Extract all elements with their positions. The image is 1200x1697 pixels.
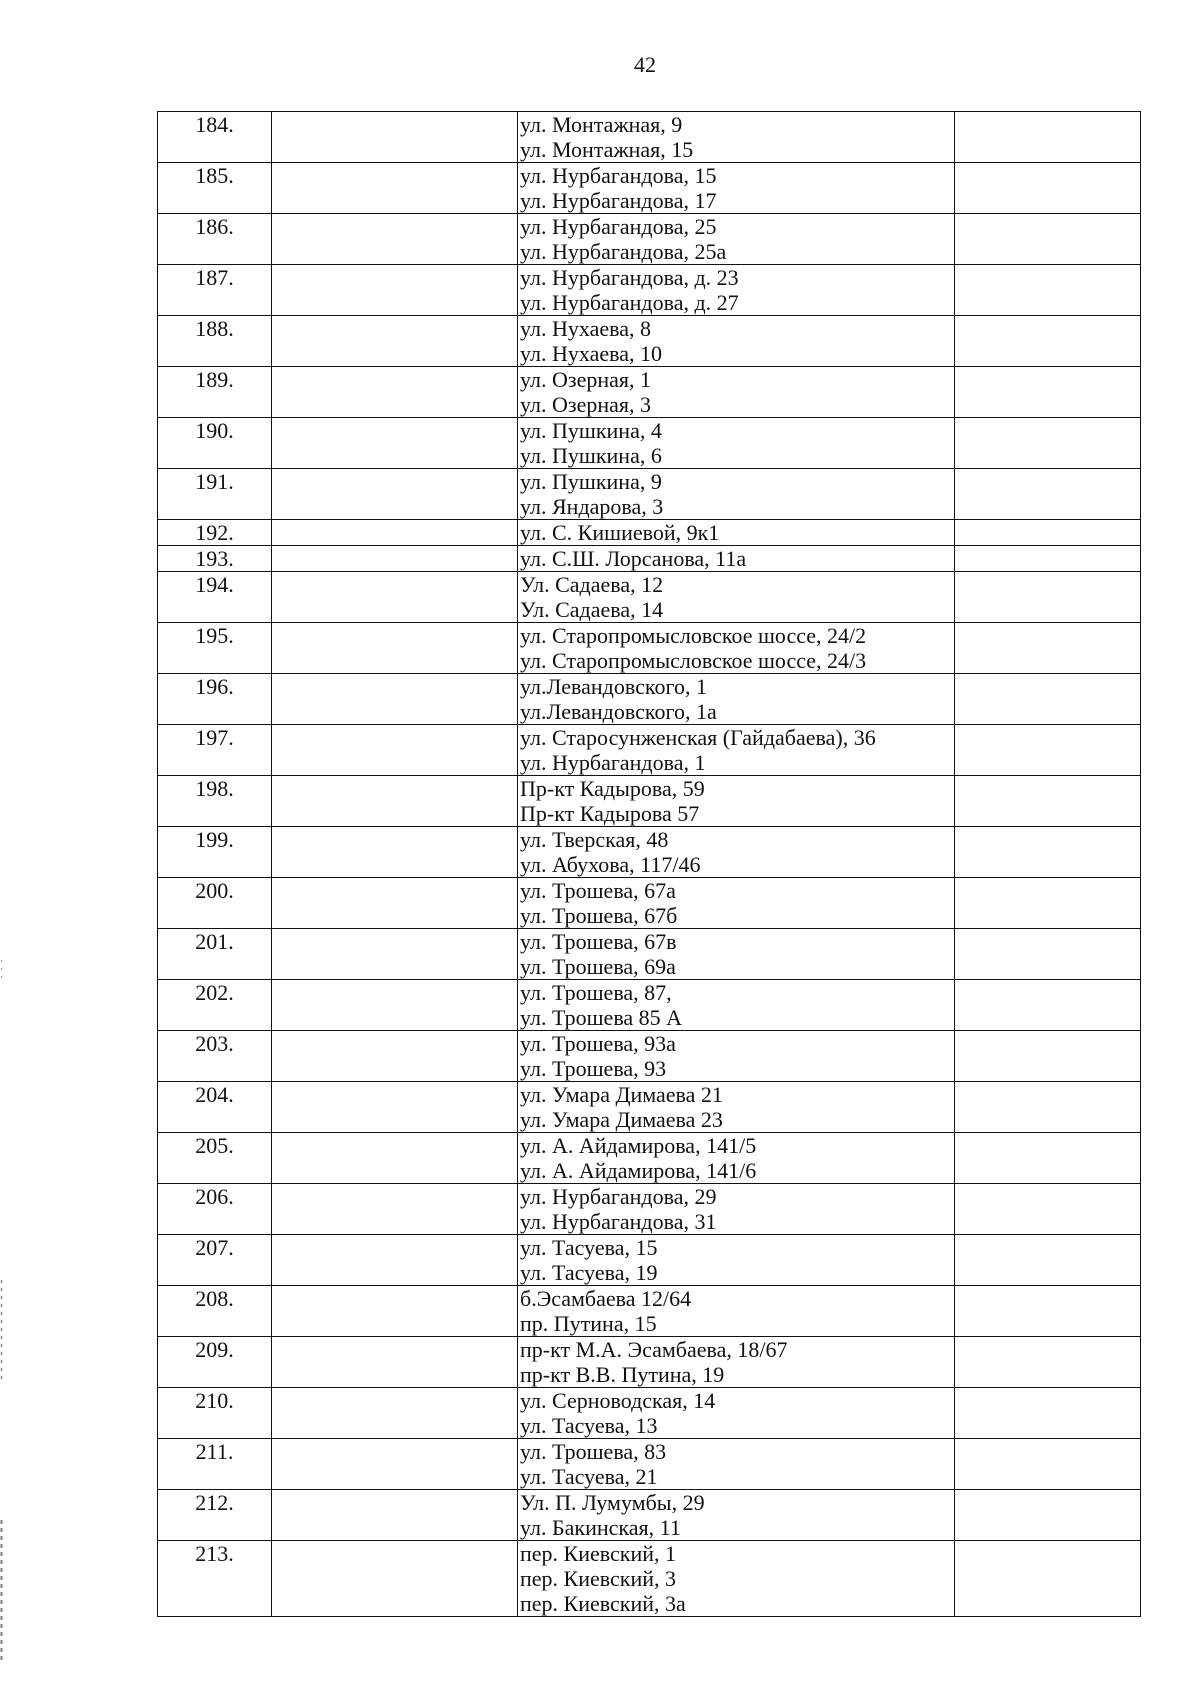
address-cell xyxy=(518,546,955,572)
table-row xyxy=(158,674,1141,725)
address-line: ул. Трошева, 69а xyxy=(520,954,676,979)
address-line: ул. Озерная, 3 xyxy=(520,392,652,417)
address-cell xyxy=(518,1286,955,1337)
address-line: ул. Нурбагандова, 1 xyxy=(520,750,706,775)
row-number: 186. xyxy=(158,214,272,265)
empty-cell xyxy=(955,776,1141,827)
row-number: 194. xyxy=(158,572,272,623)
row-number: 211. xyxy=(158,1439,272,1490)
empty-cell xyxy=(272,1082,518,1133)
address-line: ул. Нурбагандова, д. 27 xyxy=(520,290,739,315)
empty-cell xyxy=(955,1082,1141,1133)
empty-cell xyxy=(272,112,518,163)
address-cell xyxy=(518,776,955,827)
row-number: 203. xyxy=(158,1031,272,1082)
table-row xyxy=(158,367,1141,418)
address-line: ул. Тасуева, 13 xyxy=(520,1413,658,1438)
address-line: ул. Нурбагандова, 25а xyxy=(520,239,727,264)
empty-cell xyxy=(955,163,1141,214)
address-line: ул. Нухаева, 8 xyxy=(520,316,652,341)
empty-cell xyxy=(272,827,518,878)
table-row xyxy=(158,112,1141,163)
empty-cell xyxy=(272,1031,518,1082)
scan-edge-marks xyxy=(0,960,3,1660)
row-number: 210. xyxy=(158,1388,272,1439)
table-row xyxy=(158,1286,1141,1337)
address-line: б.Эсамбаева 12/64 xyxy=(520,1286,692,1311)
empty-cell xyxy=(955,265,1141,316)
empty-cell xyxy=(955,469,1141,520)
address-line: ул. Нурбагандова, д. 23 xyxy=(520,265,739,290)
address-line: ул. Трошева 85 А xyxy=(520,1005,683,1030)
table-row xyxy=(158,1490,1141,1541)
address-line: ул. Пушкина, 6 xyxy=(520,443,662,468)
empty-cell xyxy=(272,265,518,316)
empty-cell xyxy=(272,1337,518,1388)
empty-cell xyxy=(272,520,518,546)
empty-cell xyxy=(272,1133,518,1184)
address-cell xyxy=(518,1082,955,1133)
table-row xyxy=(158,1133,1141,1184)
address-line: ул.Левандовского, 1а xyxy=(520,699,717,724)
empty-cell xyxy=(272,1235,518,1286)
row-number: 192. xyxy=(158,520,272,546)
empty-cell xyxy=(955,214,1141,265)
address-line: ул. Тасуева, 15 xyxy=(520,1235,658,1260)
table-row xyxy=(158,214,1141,265)
row-number: 200. xyxy=(158,878,272,929)
empty-cell xyxy=(272,163,518,214)
address-line: пр. Путина, 15 xyxy=(520,1311,657,1336)
empty-cell xyxy=(955,827,1141,878)
row-number: 209. xyxy=(158,1337,272,1388)
address-line: ул. Пушкина, 9 xyxy=(520,469,662,494)
row-number: 212. xyxy=(158,1490,272,1541)
row-number: 198. xyxy=(158,776,272,827)
address-cell xyxy=(518,469,955,520)
empty-cell xyxy=(272,572,518,623)
address-line: ул. С.Ш. Лорсанова, 11а xyxy=(520,546,747,571)
address-line: ул. Абухова, 117/46 xyxy=(520,852,701,877)
empty-cell xyxy=(955,367,1141,418)
empty-cell xyxy=(955,1541,1141,1617)
address-cell xyxy=(518,674,955,725)
empty-cell xyxy=(272,1184,518,1235)
row-number: 195. xyxy=(158,623,272,674)
address-cell xyxy=(518,214,955,265)
address-line: ул. Умара Димаева 21 xyxy=(520,1082,723,1107)
address-cell xyxy=(518,623,955,674)
address-cell xyxy=(518,1490,955,1541)
table-row xyxy=(158,1082,1141,1133)
address-line: ул. А. Айдамирова, 141/5 xyxy=(520,1133,757,1158)
address-line: ул. Серноводская, 14 xyxy=(520,1388,716,1413)
address-line: ул. Трошева, 67в xyxy=(520,929,677,954)
empty-cell xyxy=(272,1388,518,1439)
empty-cell xyxy=(272,546,518,572)
row-number: 202. xyxy=(158,980,272,1031)
empty-cell xyxy=(272,929,518,980)
address-line: Ул. Садаева, 12 xyxy=(520,572,664,597)
address-line: ул. Тверская, 48 xyxy=(520,827,669,852)
empty-cell xyxy=(955,1337,1141,1388)
table-row xyxy=(158,980,1141,1031)
row-number: 213. xyxy=(158,1541,272,1617)
address-line: ул. Умара Димаева 23 xyxy=(520,1107,723,1132)
empty-cell xyxy=(955,725,1141,776)
address-line: ул.Левандовского, 1 xyxy=(520,674,707,699)
address-line: пер. Киевский, 3 xyxy=(520,1566,677,1591)
address-table xyxy=(157,111,1141,1617)
row-number: 191. xyxy=(158,469,272,520)
address-line: ул. Озерная, 1 xyxy=(520,367,652,392)
empty-cell xyxy=(955,520,1141,546)
empty-cell xyxy=(955,1235,1141,1286)
empty-cell xyxy=(272,980,518,1031)
address-line: ул. Тасуева, 19 xyxy=(520,1260,658,1285)
address-line: ул. Нурбагандова, 25 xyxy=(520,214,717,239)
empty-cell xyxy=(955,1031,1141,1082)
address-line: ул. Нурбагандова, 29 xyxy=(520,1184,717,1209)
empty-cell xyxy=(272,1541,518,1617)
address-cell xyxy=(518,572,955,623)
address-line: ул. Монтажная, 15 xyxy=(520,137,694,162)
empty-cell xyxy=(272,214,518,265)
address-line: ул. Монтажная, 9 xyxy=(520,112,683,137)
table-row xyxy=(158,469,1141,520)
table-row xyxy=(158,316,1141,367)
row-number: 205. xyxy=(158,1133,272,1184)
empty-cell xyxy=(955,572,1141,623)
row-number: 208. xyxy=(158,1286,272,1337)
row-number: 193. xyxy=(158,546,272,572)
address-line: ул. Трошева, 67а xyxy=(520,878,676,903)
empty-cell xyxy=(955,1184,1141,1235)
address-line: Пр-кт Кадырова 57 xyxy=(520,801,700,826)
address-line: ул. А. Айдамирова, 141/6 xyxy=(520,1158,757,1183)
page-number: 42 xyxy=(634,52,656,77)
empty-cell xyxy=(955,929,1141,980)
row-number: 206. xyxy=(158,1184,272,1235)
address-cell xyxy=(518,1439,955,1490)
address-cell xyxy=(518,1031,955,1082)
address-cell xyxy=(518,1388,955,1439)
row-number: 184. xyxy=(158,112,272,163)
empty-cell xyxy=(955,546,1141,572)
row-number: 196. xyxy=(158,674,272,725)
row-number: 190. xyxy=(158,418,272,469)
table-row xyxy=(158,1337,1141,1388)
empty-cell xyxy=(272,1490,518,1541)
address-cell xyxy=(518,1133,955,1184)
table-row xyxy=(158,572,1141,623)
address-cell xyxy=(518,1337,955,1388)
empty-cell xyxy=(955,1490,1141,1541)
empty-cell xyxy=(955,878,1141,929)
address-line: ул. Пушкина, 4 xyxy=(520,418,662,443)
empty-cell xyxy=(272,316,518,367)
table-row xyxy=(158,623,1141,674)
empty-cell xyxy=(272,1439,518,1490)
table-row xyxy=(158,1031,1141,1082)
address-line: пр-кт М.А. Эсамбаева, 18/67 xyxy=(520,1337,788,1362)
address-line: ул. Трошева, 87, xyxy=(520,980,672,1005)
address-line: пр-кт В.В. Путина, 19 xyxy=(520,1362,725,1387)
table-row xyxy=(158,265,1141,316)
empty-cell xyxy=(955,980,1141,1031)
table-row xyxy=(158,1388,1141,1439)
address-cell xyxy=(518,1541,955,1617)
address-cell xyxy=(518,1235,955,1286)
address-cell xyxy=(518,725,955,776)
table-row xyxy=(158,163,1141,214)
table-row xyxy=(158,520,1141,546)
address-line: ул. Яндарова, 3 xyxy=(520,494,664,519)
empty-cell xyxy=(272,367,518,418)
address-line: ул. Нурбагандова, 31 xyxy=(520,1209,717,1234)
empty-cell xyxy=(955,1388,1141,1439)
empty-cell xyxy=(272,418,518,469)
empty-cell xyxy=(272,1286,518,1337)
address-cell xyxy=(518,112,955,163)
table-row xyxy=(158,546,1141,572)
address-line: ул. Старопромысловское шоссе, 24/3 xyxy=(520,648,867,673)
address-line: пер. Киевский, 1 xyxy=(520,1541,677,1566)
empty-cell xyxy=(272,674,518,725)
address-line: ул. Трошева, 67б xyxy=(520,903,678,928)
table-row xyxy=(158,776,1141,827)
address-line: ул. Бакинская, 11 xyxy=(520,1515,681,1540)
empty-cell xyxy=(272,776,518,827)
row-number: 207. xyxy=(158,1235,272,1286)
address-line: ул. Старопромысловское шоссе, 24/2 xyxy=(520,623,867,648)
address-line: Пр-кт Кадырова, 59 xyxy=(520,776,705,801)
address-line: Ул. П. Лумумбы, 29 xyxy=(520,1490,705,1515)
address-cell xyxy=(518,163,955,214)
row-number: 204. xyxy=(158,1082,272,1133)
row-number: 185. xyxy=(158,163,272,214)
table-row xyxy=(158,418,1141,469)
row-number: 197. xyxy=(158,725,272,776)
empty-cell xyxy=(272,469,518,520)
empty-cell xyxy=(955,674,1141,725)
address-line: ул. Тасуева, 21 xyxy=(520,1464,658,1489)
empty-cell xyxy=(955,1286,1141,1337)
empty-cell xyxy=(272,623,518,674)
empty-cell xyxy=(955,112,1141,163)
table-row xyxy=(158,725,1141,776)
address-table-body xyxy=(158,112,1141,1617)
address-line: ул. Нухаева, 10 xyxy=(520,341,663,366)
row-number: 189. xyxy=(158,367,272,418)
table-row xyxy=(158,1439,1141,1490)
address-cell xyxy=(518,367,955,418)
row-number: 199. xyxy=(158,827,272,878)
address-line: ул. Старосунженская (Гайдабаева), 36 xyxy=(520,725,876,750)
address-line: ул. Нурбагандова, 15 xyxy=(520,163,717,188)
address-cell xyxy=(518,1184,955,1235)
address-line: Ул. Садаева, 14 xyxy=(520,597,664,622)
address-line: ул. Трошева, 93а xyxy=(520,1031,676,1056)
address-cell xyxy=(518,827,955,878)
address-line: ул. Нурбагандова, 17 xyxy=(520,188,717,213)
address-cell xyxy=(518,980,955,1031)
address-line: ул. Трошева, 93 xyxy=(520,1056,667,1081)
address-cell xyxy=(518,929,955,980)
table-row xyxy=(158,878,1141,929)
row-number: 188. xyxy=(158,316,272,367)
address-line: ул. Трошева, 83 xyxy=(520,1439,667,1464)
row-number: 187. xyxy=(158,265,272,316)
table-row xyxy=(158,1184,1141,1235)
row-number: 201. xyxy=(158,929,272,980)
table-row xyxy=(158,929,1141,980)
empty-cell xyxy=(955,316,1141,367)
address-cell xyxy=(518,520,955,546)
table-row xyxy=(158,827,1141,878)
table-row xyxy=(158,1541,1141,1617)
empty-cell xyxy=(955,1133,1141,1184)
table-row xyxy=(158,1235,1141,1286)
empty-cell xyxy=(272,725,518,776)
address-cell xyxy=(518,878,955,929)
empty-cell xyxy=(955,1439,1141,1490)
address-line: пер. Киевский, 3а xyxy=(520,1591,686,1616)
empty-cell xyxy=(955,623,1141,674)
address-cell xyxy=(518,265,955,316)
empty-cell xyxy=(955,418,1141,469)
address-cell xyxy=(518,316,955,367)
address-line: ул. С. Кишиевой, 9к1 xyxy=(520,520,720,545)
address-cell xyxy=(518,418,955,469)
empty-cell xyxy=(272,878,518,929)
